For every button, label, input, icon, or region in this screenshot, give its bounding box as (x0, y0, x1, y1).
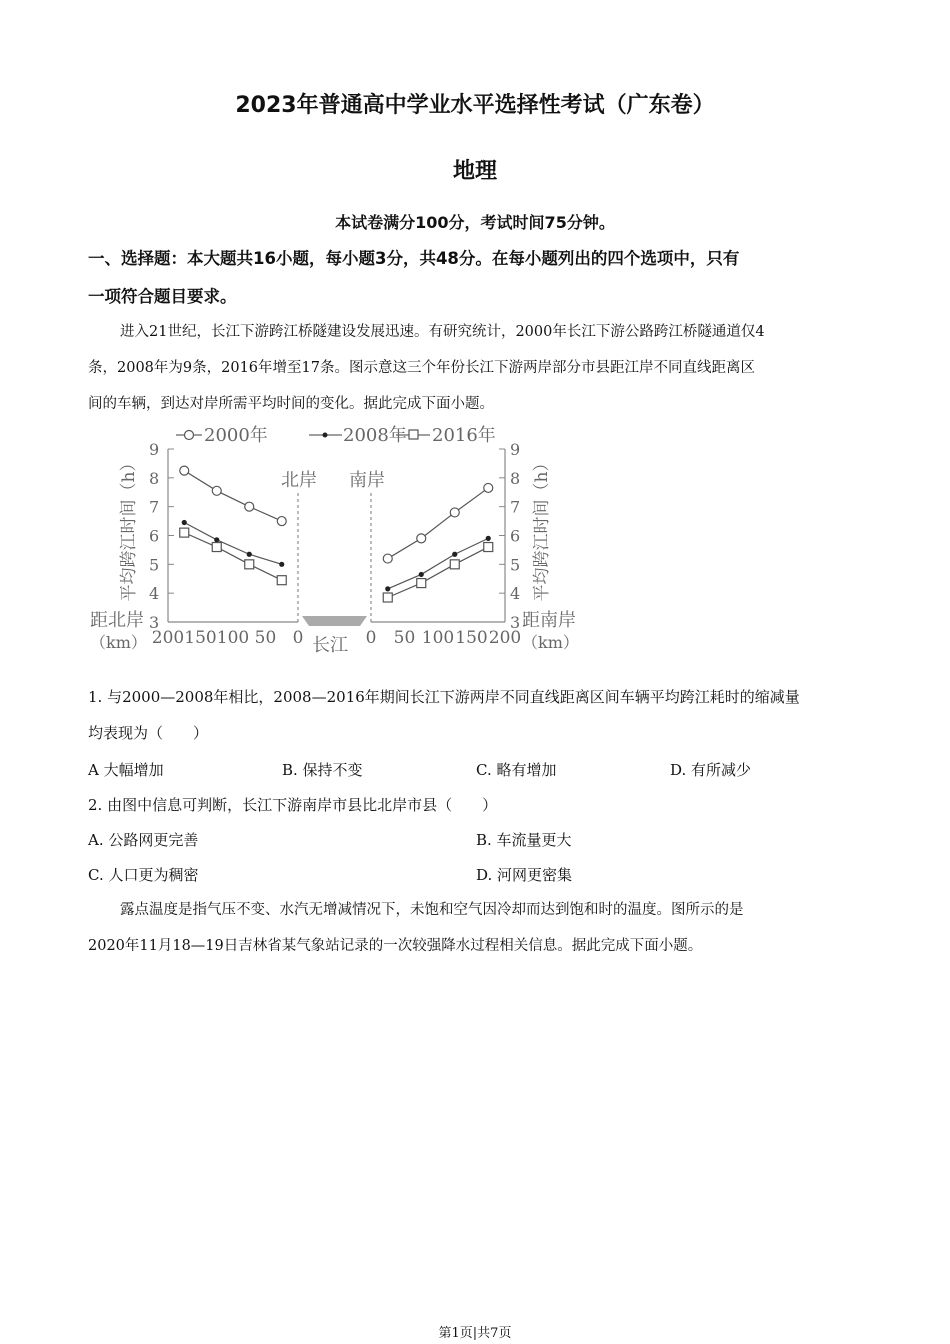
xtick-south-label: 150 (455, 628, 488, 648)
passage1-line2: 条，2008年为9条，2016年增至17条。图示意这三个年份长江下游两岸部分市县距江岸不同直线距离区 (88, 360, 755, 376)
ytick-left-label: 6 (149, 526, 160, 546)
xlabel-right-2: （km） (522, 633, 579, 652)
point-2016 (383, 593, 392, 602)
ytick-right-label: 5 (510, 555, 521, 575)
ytick-right-label: 9 (510, 440, 521, 459)
ytick-right-label: 7 (510, 497, 521, 517)
passage1 (88, 314, 858, 422)
chart-legend (176, 424, 496, 446)
q1-option-b[interactable]: B. 保持不变 (282, 761, 363, 779)
ytick-left-label: 7 (149, 497, 160, 517)
passage2-line1: 露点温度是指气压不变、水汽无增减情况下，未饱和空气因冷却而达到饱和时的温度。图所示的是 (120, 902, 744, 918)
ytick-left-label: 3 (149, 613, 160, 632)
passage1-line3: 间的车辆，到达对岸所需平均时间的变化。据此完成下面小题。 (88, 396, 494, 412)
point-2000 (417, 534, 426, 543)
ytick-right-label: 4 (510, 584, 521, 604)
xtick-north-label: 200 (151, 628, 185, 648)
point-2016 (245, 560, 254, 569)
xtick-north-label: 100 (216, 628, 250, 648)
passage1-line1: 进入21世纪，长江下游跨江桥隧建设发展迅速。有研究统计，2000年长江下游公路跨江桥隧通道仅4 (120, 324, 765, 340)
point-2000 (484, 483, 493, 492)
river-shape (302, 616, 367, 626)
xtick-north-label: 0 (292, 628, 304, 648)
ylabel-right: 平均跨江时间（h） (532, 454, 552, 602)
point-2008 (452, 552, 457, 557)
point-2008 (214, 537, 219, 542)
xtick-south-label: 100 (421, 628, 455, 648)
point-2008 (385, 586, 390, 591)
exam-title: 2023年普通高中学业水平选择性考试（广东卷） (235, 93, 715, 118)
south-bank-label: 南岸 (349, 470, 385, 491)
series-line-2-north (184, 533, 282, 581)
exam-note: 本试卷满分100分，考试时间75分钟。 (335, 213, 615, 232)
ytick-right-label: 3 (510, 613, 521, 632)
q2-option-c[interactable]: C. 人口更为稠密 (88, 866, 199, 884)
point-2000 (212, 486, 221, 495)
q1-option-d[interactable]: D. 有所减少 (670, 761, 752, 779)
point-2016 (484, 543, 493, 552)
point-2000 (180, 466, 189, 475)
ytick-left-label: 4 (149, 584, 160, 604)
xtick-south-label: 50 (393, 628, 416, 648)
point-2008 (486, 536, 491, 541)
series-line-1-north (184, 523, 282, 565)
question-1 (88, 679, 863, 751)
bridge-tunnel-chart (80, 418, 600, 663)
point-2008 (419, 572, 424, 577)
legend-2016: 2016年 (432, 425, 496, 446)
ytick-right-label: 6 (510, 526, 521, 546)
q1-option-c[interactable]: C. 略有增加 (476, 761, 557, 779)
q1-stem-line1: 1. 与2000—2008年相比，2008—2016年期间长江下游两岸不同直线距离区间车辆平均跨江耗时的缩减量 (88, 688, 800, 706)
ytick-right-label: 8 (510, 468, 521, 488)
passage2-line2: 2020年11月18—19日吉林省某气象站记录的一次较强降水过程相关信息。据此完成下面小题。 (88, 938, 703, 954)
xtick-south-label: 0 (365, 628, 377, 648)
point-2008 (279, 562, 284, 567)
point-2008 (247, 552, 252, 557)
ylabel-left: 平均跨江时间（h） (119, 454, 139, 602)
ytick-left-label: 9 (149, 440, 160, 459)
point-2016 (450, 560, 459, 569)
point-2016 (277, 576, 286, 585)
legend-2008: 2008年 (343, 425, 407, 446)
passage2 (88, 892, 858, 964)
xlabel-right-1: 距南岸 (522, 610, 576, 631)
xtick-south-label: 200 (488, 628, 522, 648)
q2-stem: 2. 由图中信息可判断，长江下游南岸市县比北岸市县（ ） (88, 796, 498, 814)
q1-option-a[interactable]: A 大幅增加 (88, 761, 164, 779)
point-2000 (450, 508, 459, 517)
legend-2000-marker (185, 431, 194, 440)
river-label: 长江 (312, 635, 348, 656)
point-2008 (182, 520, 187, 525)
series-line-0-south (388, 488, 489, 559)
q2-option-b[interactable]: B. 车流量更大 (476, 831, 572, 849)
xtick-north-label: 50 (254, 628, 277, 648)
point-2016 (180, 528, 189, 537)
point-2000 (383, 554, 392, 563)
page-footer: 第1页|共7页 (438, 1326, 512, 1341)
xlabel-left-1: 距北岸 (90, 610, 144, 631)
section-heading-line1: 一、选择题：本大题共16小题，每小题3分，共48分。在每小题列出的四个选项中，只有 (88, 249, 740, 268)
legend-2000: 2000年 (204, 425, 268, 446)
series-line-2-south (388, 547, 489, 597)
chart-axes (168, 449, 505, 626)
subject-title: 地理 (452, 159, 497, 184)
q2-option-a[interactable]: A. 公路网更完善 (88, 831, 199, 849)
point-2016 (212, 543, 221, 552)
point-2000 (245, 502, 254, 511)
series-line-1-south (388, 538, 489, 588)
q2-option-d[interactable]: D. 河网更密集 (476, 866, 573, 884)
ytick-left-label: 8 (149, 468, 160, 488)
q1-stem-line2: 均表现为（ ） (88, 724, 209, 742)
legend-2016-marker (409, 430, 418, 439)
legend-2008-marker (323, 433, 328, 438)
ytick-left-label: 5 (149, 555, 160, 575)
point-2000 (277, 517, 286, 526)
series-line-0-north (184, 471, 282, 521)
north-bank-label: 北岸 (281, 470, 317, 491)
point-2016 (417, 579, 426, 588)
xtick-north-label: 150 (184, 628, 217, 648)
xlabel-left-2: （km） (90, 633, 147, 652)
section-heading-line2: 一项符合题目要求。 (88, 287, 237, 306)
